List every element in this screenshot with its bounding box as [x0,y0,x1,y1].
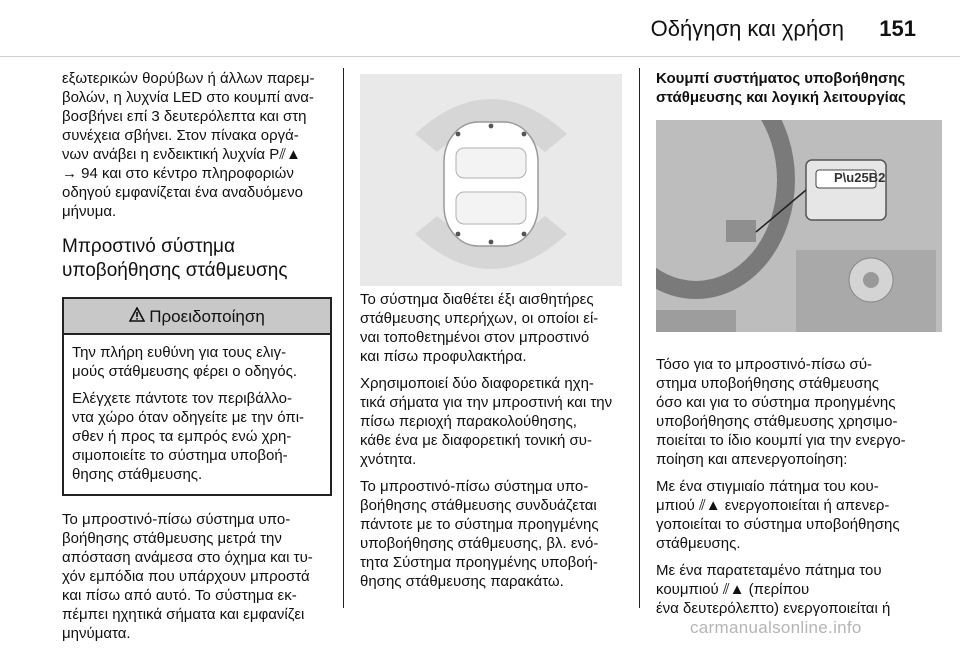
paragraph: Το μπροστινό-πίσω σύστημα υπο- βοήθησης στάθμευσης μετρά την απόσταση ανάμεσα στο όχημα και τυ- χόν εμπόδια που υπάρχουν μπροστά και πίσω από αυτό. Το σύστημα εκ- πέμπει ηχητικά σήματα και εμφανίζει μηνύματα. [62,511,313,642]
paragraph: εξωτερικών θορύβων ή άλλων παρεμ- βολών, η λυχνία LED στο κουμπί ανα- βοσβήνει επί 3 δευτερόλεπτα και στη συνέχεια σβήνει. Στον πίνακα οργά- νων ανάβει η ενδεικτική λυχνία P⫽▲ → 94 και στο κέντρο πληροφοριών οδηγού εμφανίζεται ένα αναδυόμενο μήνυμα. [62,70,315,220]
section-heading: Κουμπί συστήματος υποβοήθησης στάθμευσης και λογική λειτουργίας [656,70,906,106]
warning-title: Προειδοποίηση [149,306,265,326]
page-header [0,0,960,60]
paragraph: Χρησιμοποιεί δύο διαφορετικά ηχη- τικά σήματα για την μπροστινή και την πίσω περιοχή παρακολούθησης, κάθε ένα με διαφορετική τονική συ- χνότητα. [360,375,613,468]
paragraph: Με ένα παρατεταμένο πάτημα του κουμπιού ⫽▲ (περίπου ένα δευτερόλεπτο) ενεργοποιείται ή [656,562,891,617]
column-1 [62,69,332,651]
parking-button-icon: P\u25B2 [834,170,886,185]
section-heading: Μπροστινό σύστημα υποβοήθησης στάθμευσης [62,236,288,281]
paragraph: Το μπροστινό-πίσω σύστημα υπο- βοήθησης στάθμευσης συνδυάζεται πάντοτε με το σύστημα προηγμένης υποβοήθησης στάθμευσης, βλ. ενό- τητα Σύστημα προηγμένης υποβοή- θησης στάθμευσης παρακάτω. [360,478,599,590]
header-rule [0,56,960,57]
page-number: 151 [879,16,916,41]
warning-header [64,299,330,335]
paragraph: Τόσο για το μπροστινό-πίσω σύ- στημα υποβοήθησης στάθμευσης όσο και για το σύστημα προηγμένης υποβοήθησης στάθμευσης χρησιμο- ποιείται το ίδιο κουμπί για την ενεργο- ποίηση και απενεργοποίηση: [656,356,906,468]
watermark: carmanualsonline.info [690,618,862,637]
column-divider [639,68,640,608]
column-divider [343,68,344,608]
warning-icon [129,307,145,326]
warning-body [64,335,330,494]
warning-box [62,297,332,496]
section-title: Οδήγηση και χρήση [650,16,844,41]
column-2 [360,290,630,599]
warning-text: Την πλήρη ευθύνη για τους ελιγ- μούς στάθμευσης φέρει ο οδηγός. [72,344,298,380]
car-sensor-diagram [360,74,622,286]
warning-text: Ελέγχετε πάντοτε τον περιβάλλο- ντα χώρο όταν οδηγείτε με την όπι- σθεν ή προς τα εμπρός ενώ χρη- σιμοποιείτε το σύστημα υποβοή- θησης στάθμευσης. [72,390,305,483]
column-3 [656,69,936,626]
paragraph: Με ένα στιγμιαίο πάτημα του κου- μπιού ⫽▲ ενεργοποιείται ή απενερ- γοποιείται το σύστημα υποβοήθησης στάθμευσης. [656,478,900,552]
paragraph: Το σύστημα διαθέτει έξι αισθητήρες στάθμευσης υπερήχων, οι οποίοι εί- ναι τοποθετημένοι στον μπροστινό και πίσω προφυλακτήρα. [360,291,599,365]
